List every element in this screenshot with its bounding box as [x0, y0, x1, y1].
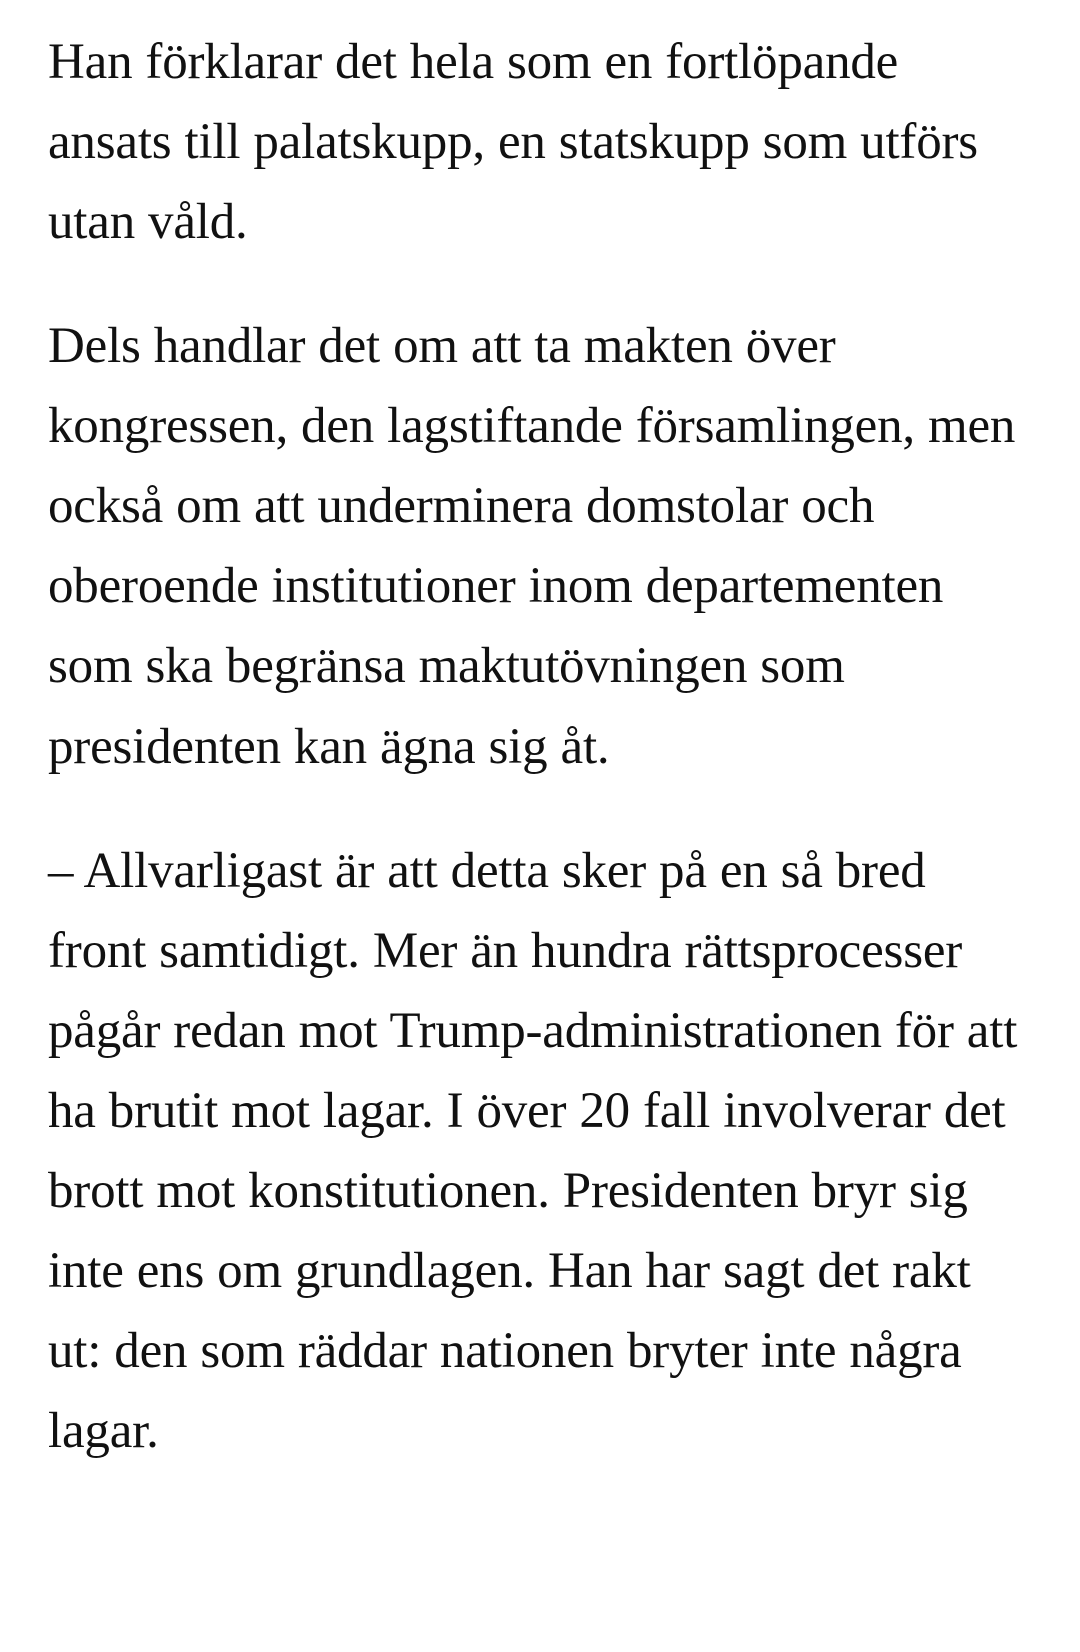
article-paragraph: – Allvarligast är att detta sker på en så bred front samtidigt. Mer än hundra rättsprocesser pågår redan mot Trump-administrationen för att ha brutit mot lagar. I över 20 fall involverar det brott mot konstitutionen. Presidenten bryr sig inte ens om grundlagen. Han har sagt det rakt ut: den som räddar nationen bryter inte några lagar.	[48, 842, 1018, 1459]
article-paragraph: Han förklarar det hela som en fortlöpande ansats till palatskupp, en statskupp som utförs utan våld.	[48, 34, 978, 251]
article-paragraph: Dels handlar det om att ta makten över kongressen, den lagstiftande församlingen, men också om att underminera domstolar och oberoende institutioner inom departementen som ska begränsa maktutövningen som presidenten kan ägna sig åt.	[48, 318, 1016, 775]
